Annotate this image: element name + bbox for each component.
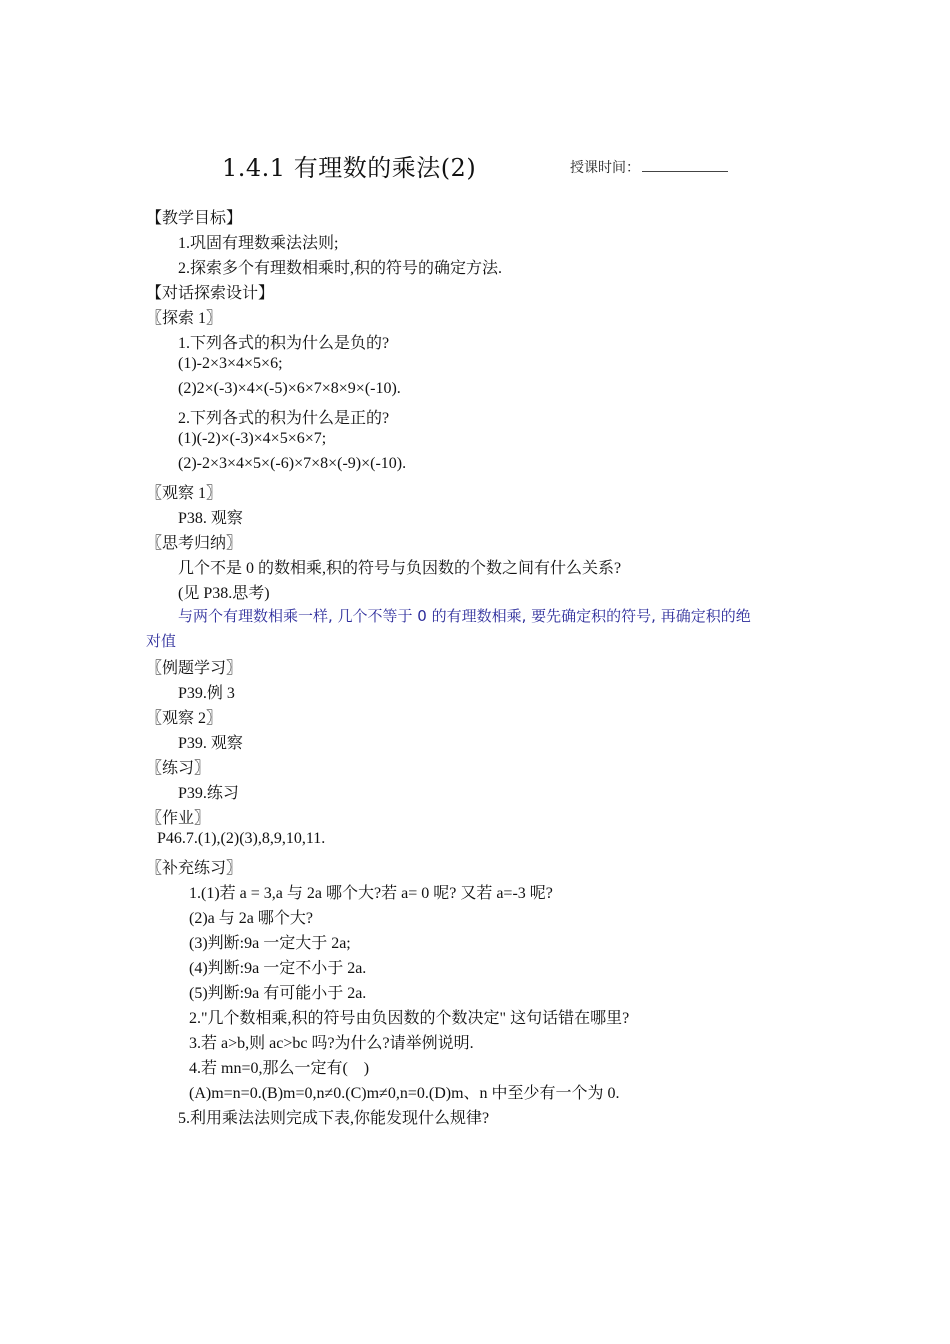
question-item: 几个不是 0 的数相乘,积的符号与负因数的个数之间有什么关系? xyxy=(178,560,622,577)
homework-item: P46.7.(1),(2)(3),8,9,10,11. xyxy=(157,830,326,847)
expression-item: (2)2×(-3)×4×(-5)×6×7×8×9×(-10). xyxy=(178,380,401,397)
reference-item: P38. 观察 xyxy=(178,510,243,527)
exercise-item: (2)a 与 2a 哪个大? xyxy=(189,910,313,927)
section-heading-design: 【对话探索设计】 xyxy=(146,285,275,302)
exercise-item: 4.若 mn=0,那么一定有( ) xyxy=(189,1060,370,1077)
reference-item: P39.例 3 xyxy=(178,685,235,702)
subsection-heading: 〖补充练习〗 xyxy=(146,860,243,877)
class-time-blank xyxy=(642,159,728,172)
subsection-heading: 〖作业〗 xyxy=(146,810,211,827)
exercise-item: 1.(1)若 a = 3,a 与 2a 哪个大?若 a= 0 呢? 又若 a=-3 呢? xyxy=(189,885,553,902)
subsection-heading: 〖练习〗 xyxy=(146,760,211,777)
reference-item: P39.练习 xyxy=(178,785,239,802)
question-item: 1.下列各式的积为什么是负的? xyxy=(178,335,390,352)
subsection-heading: 〖例题学习〗 xyxy=(146,660,243,677)
conclusion-text: 与两个有理数相乘一样, 几个不等于 0 的有理数相乘, 要先确定积的符号, 再确定积的绝 xyxy=(178,607,751,625)
exercise-item: (4)判断:9a 一定不小于 2a. xyxy=(189,960,367,977)
exercise-options: (A)m=n=0.(B)m=0,n≠0.(C)m≠0,n=0.(D)m、n 中至少有一个为 0. xyxy=(189,1085,620,1102)
exercise-item: 2."几个数相乘,积的符号由负因数的个数决定" 这句话错在哪里? xyxy=(189,1010,630,1027)
conclusion-text-continued: 对值 xyxy=(146,632,177,650)
objective-item: 1.巩固有理数乘法法则; xyxy=(178,235,339,252)
subsection-heading: 〖观察 1〗 xyxy=(146,485,223,502)
reference-item: P39. 观察 xyxy=(178,735,243,752)
exercise-item: (3)判断:9a 一定大于 2a; xyxy=(189,935,351,952)
reference-item: (见 P38.思考) xyxy=(178,585,270,602)
expression-item: (1)-2×3×4×5×6; xyxy=(178,355,283,372)
expression-item: (2)-2×3×4×5×(-6)×7×8×(-9)×(-10). xyxy=(178,455,407,472)
exercise-item: (5)判断:9a 有可能小于 2a. xyxy=(189,985,367,1002)
objective-item: 2.探索多个有理数相乘时,积的符号的确定方法. xyxy=(178,260,503,277)
expression-item: (1)(-2)×(-3)×4×5×6×7; xyxy=(178,430,327,447)
subsection-heading: 〖思考归纳〗 xyxy=(146,535,243,552)
exercise-item: 3.若 a>b,则 ac>bc 吗?为什么?请举例说明. xyxy=(189,1035,474,1052)
class-time-field xyxy=(570,157,728,177)
question-item: 2.下列各式的积为什么是正的? xyxy=(178,410,390,427)
section-heading-objectives: 【教学目标】 xyxy=(146,210,243,227)
subsection-heading: 〖观察 2〗 xyxy=(146,710,223,727)
exercise-item: 5.利用乘法法则完成下表,你能发现什么规律? xyxy=(178,1110,490,1127)
document-title: 1.4.1 有理数的乘法(2) xyxy=(222,154,477,182)
class-time-label: 授课时间： xyxy=(570,160,640,176)
subsection-heading: 〖探索 1〗 xyxy=(146,310,223,327)
